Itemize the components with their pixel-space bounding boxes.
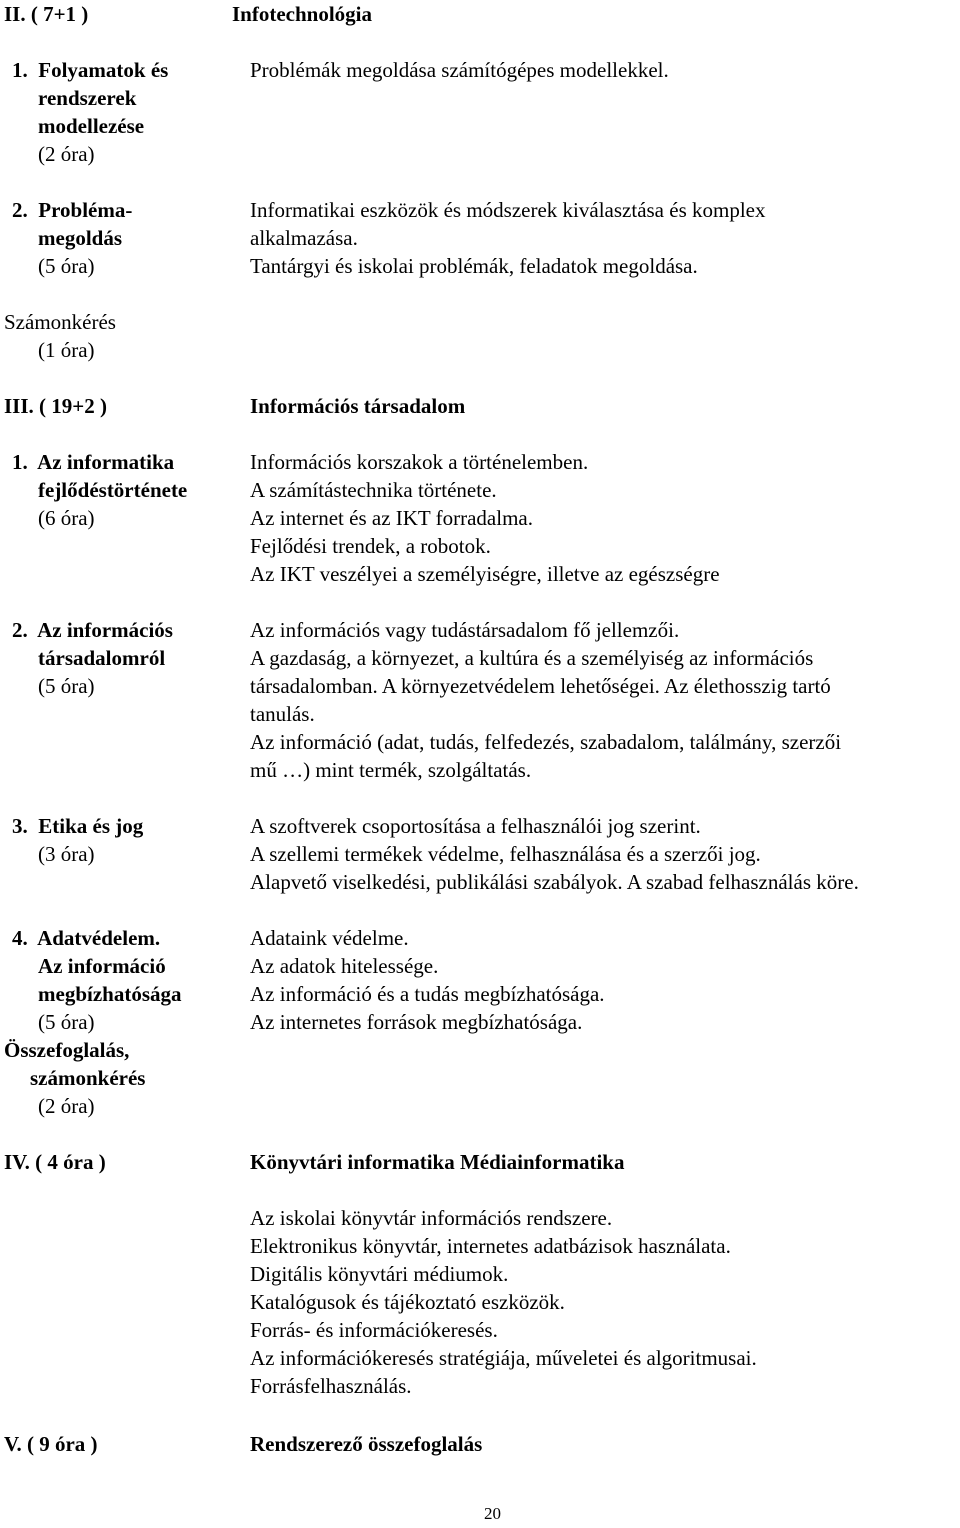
topic-title: 1. Folyamatok és [12, 58, 169, 82]
topic-title: 2. Probléma- [12, 198, 133, 222]
topic-title: Az információ [38, 954, 166, 978]
topic-content-line: A számítástechnika története. [250, 478, 497, 502]
topic-hours: (2 óra) [38, 1094, 95, 1118]
topic-content-line: Alapvető viselkedési, publikálási szabályok. A szabad felhasználás köre. [250, 870, 859, 894]
section-title: Könyvtári informatika Médiainformatika [250, 1150, 625, 1174]
topic-content-line: Forrás- és információkeresés. [250, 1318, 498, 1342]
topic-title: Összefoglalás, [4, 1038, 130, 1062]
topic-content-line: Az információkeresés stratégiája, műveletei és algoritmusai. [250, 1346, 757, 1370]
section-title: Rendszerező összefoglalás [250, 1432, 483, 1456]
section-number: IV. ( 4 óra ) [4, 1150, 106, 1174]
topic-content-line: Informatikai eszközök és módszerek kiválasztása és komplex [250, 198, 766, 222]
topic-title: számonkérés [30, 1066, 146, 1090]
topic-title: társadalomról [38, 646, 166, 670]
topic-hours: (6 óra) [38, 506, 95, 530]
topic-hours: (2 óra) [38, 142, 95, 166]
topic-title: 1. Az informatika [12, 450, 175, 474]
topic-hours: (3 óra) [38, 842, 95, 866]
topic-content-line: Információs korszakok a történelemben. [250, 450, 589, 474]
topic-content-line: Tantárgyi és iskolai problémák, feladatok megoldása. [250, 254, 698, 278]
topic-content-line: Az információ (adat, tudás, felfedezés, szabadalom, találmány, szerzői [250, 730, 842, 754]
topic-content-line: tanulás. [250, 702, 315, 726]
topic-content-line: mű …) mint termék, szolgáltatás. [250, 758, 532, 782]
topic-title: rendszerek [38, 86, 137, 110]
topic-content-line: Adataink védelme. [250, 926, 409, 950]
topic-content-line: Az adatok hitelessége. [250, 954, 439, 978]
section-number: III. ( 19+2 ) [4, 394, 107, 418]
topic-content-line: Fejlődési trendek, a robotok. [250, 534, 491, 558]
topic-content-line: Az internetes források megbízhatósága. [250, 1010, 583, 1034]
topic-content-line: Az információ és a tudás megbízhatósága. [250, 982, 605, 1006]
topic-content-line: Katalógusok és tájékoztató eszközök. [250, 1290, 565, 1314]
topic-content-line: A gazdaság, a környezet, a kultúra és a személyiség az információs [250, 646, 814, 670]
topic-hours: (5 óra) [38, 1010, 95, 1034]
topic-content-line: Digitális könyvtári médiumok. [250, 1262, 509, 1286]
topic-hours: (1 óra) [38, 338, 95, 362]
topic-hours: (5 óra) [38, 254, 95, 278]
section-title: Információs társadalom [250, 394, 466, 418]
topic-content-line: Az iskolai könyvtár információs rendszere. [250, 1206, 613, 1230]
topic-content-line: Forrásfelhasználás. [250, 1374, 412, 1398]
topic-content-line: A szellemi termékek védelme, felhasználása és a szerzői jog. [250, 842, 761, 866]
topic-title: 4. Adatvédelem. [12, 926, 161, 950]
topic-content-line: Az IKT veszélyei a személyiségre, illetve az egészségre [250, 562, 720, 586]
topic-content-line: Az információs vagy tudástársadalom fő jellemzői. [250, 618, 680, 642]
topic-title: megoldás [38, 226, 122, 250]
topic-title: megbízhatósága [38, 982, 182, 1006]
section-number: V. ( 9 óra ) [4, 1432, 98, 1456]
topic-content-line: Az internet és az IKT forradalma. [250, 506, 533, 530]
topic-content-line: A szoftverek csoportosítása a felhasználói jog szerint. [250, 814, 701, 838]
topic-content-line: társadalomban. A környezetvédelem lehetőségei. Az élethosszig tartó [250, 674, 831, 698]
topic-content-line: Problémák megoldása számítógépes modellekkel. [250, 58, 669, 82]
topic-hours: (5 óra) [38, 674, 95, 698]
section-number: II. ( 7+1 ) [4, 2, 89, 26]
topic-content-line: alkalmazása. [250, 226, 358, 250]
topic-title: modellezése [38, 114, 145, 138]
section-title: Infotechnológia [232, 2, 373, 26]
page-number: 20 [484, 1504, 501, 1523]
topic-title: 3. Etika és jog [12, 814, 144, 838]
topic-title: 2. Az információs [12, 618, 173, 642]
topic-title: Számonkérés [4, 310, 116, 334]
topic-title: fejlődéstörténete [38, 478, 188, 502]
topic-content-line: Elektronikus könyvtár, internetes adatbázisok használata. [250, 1234, 731, 1258]
